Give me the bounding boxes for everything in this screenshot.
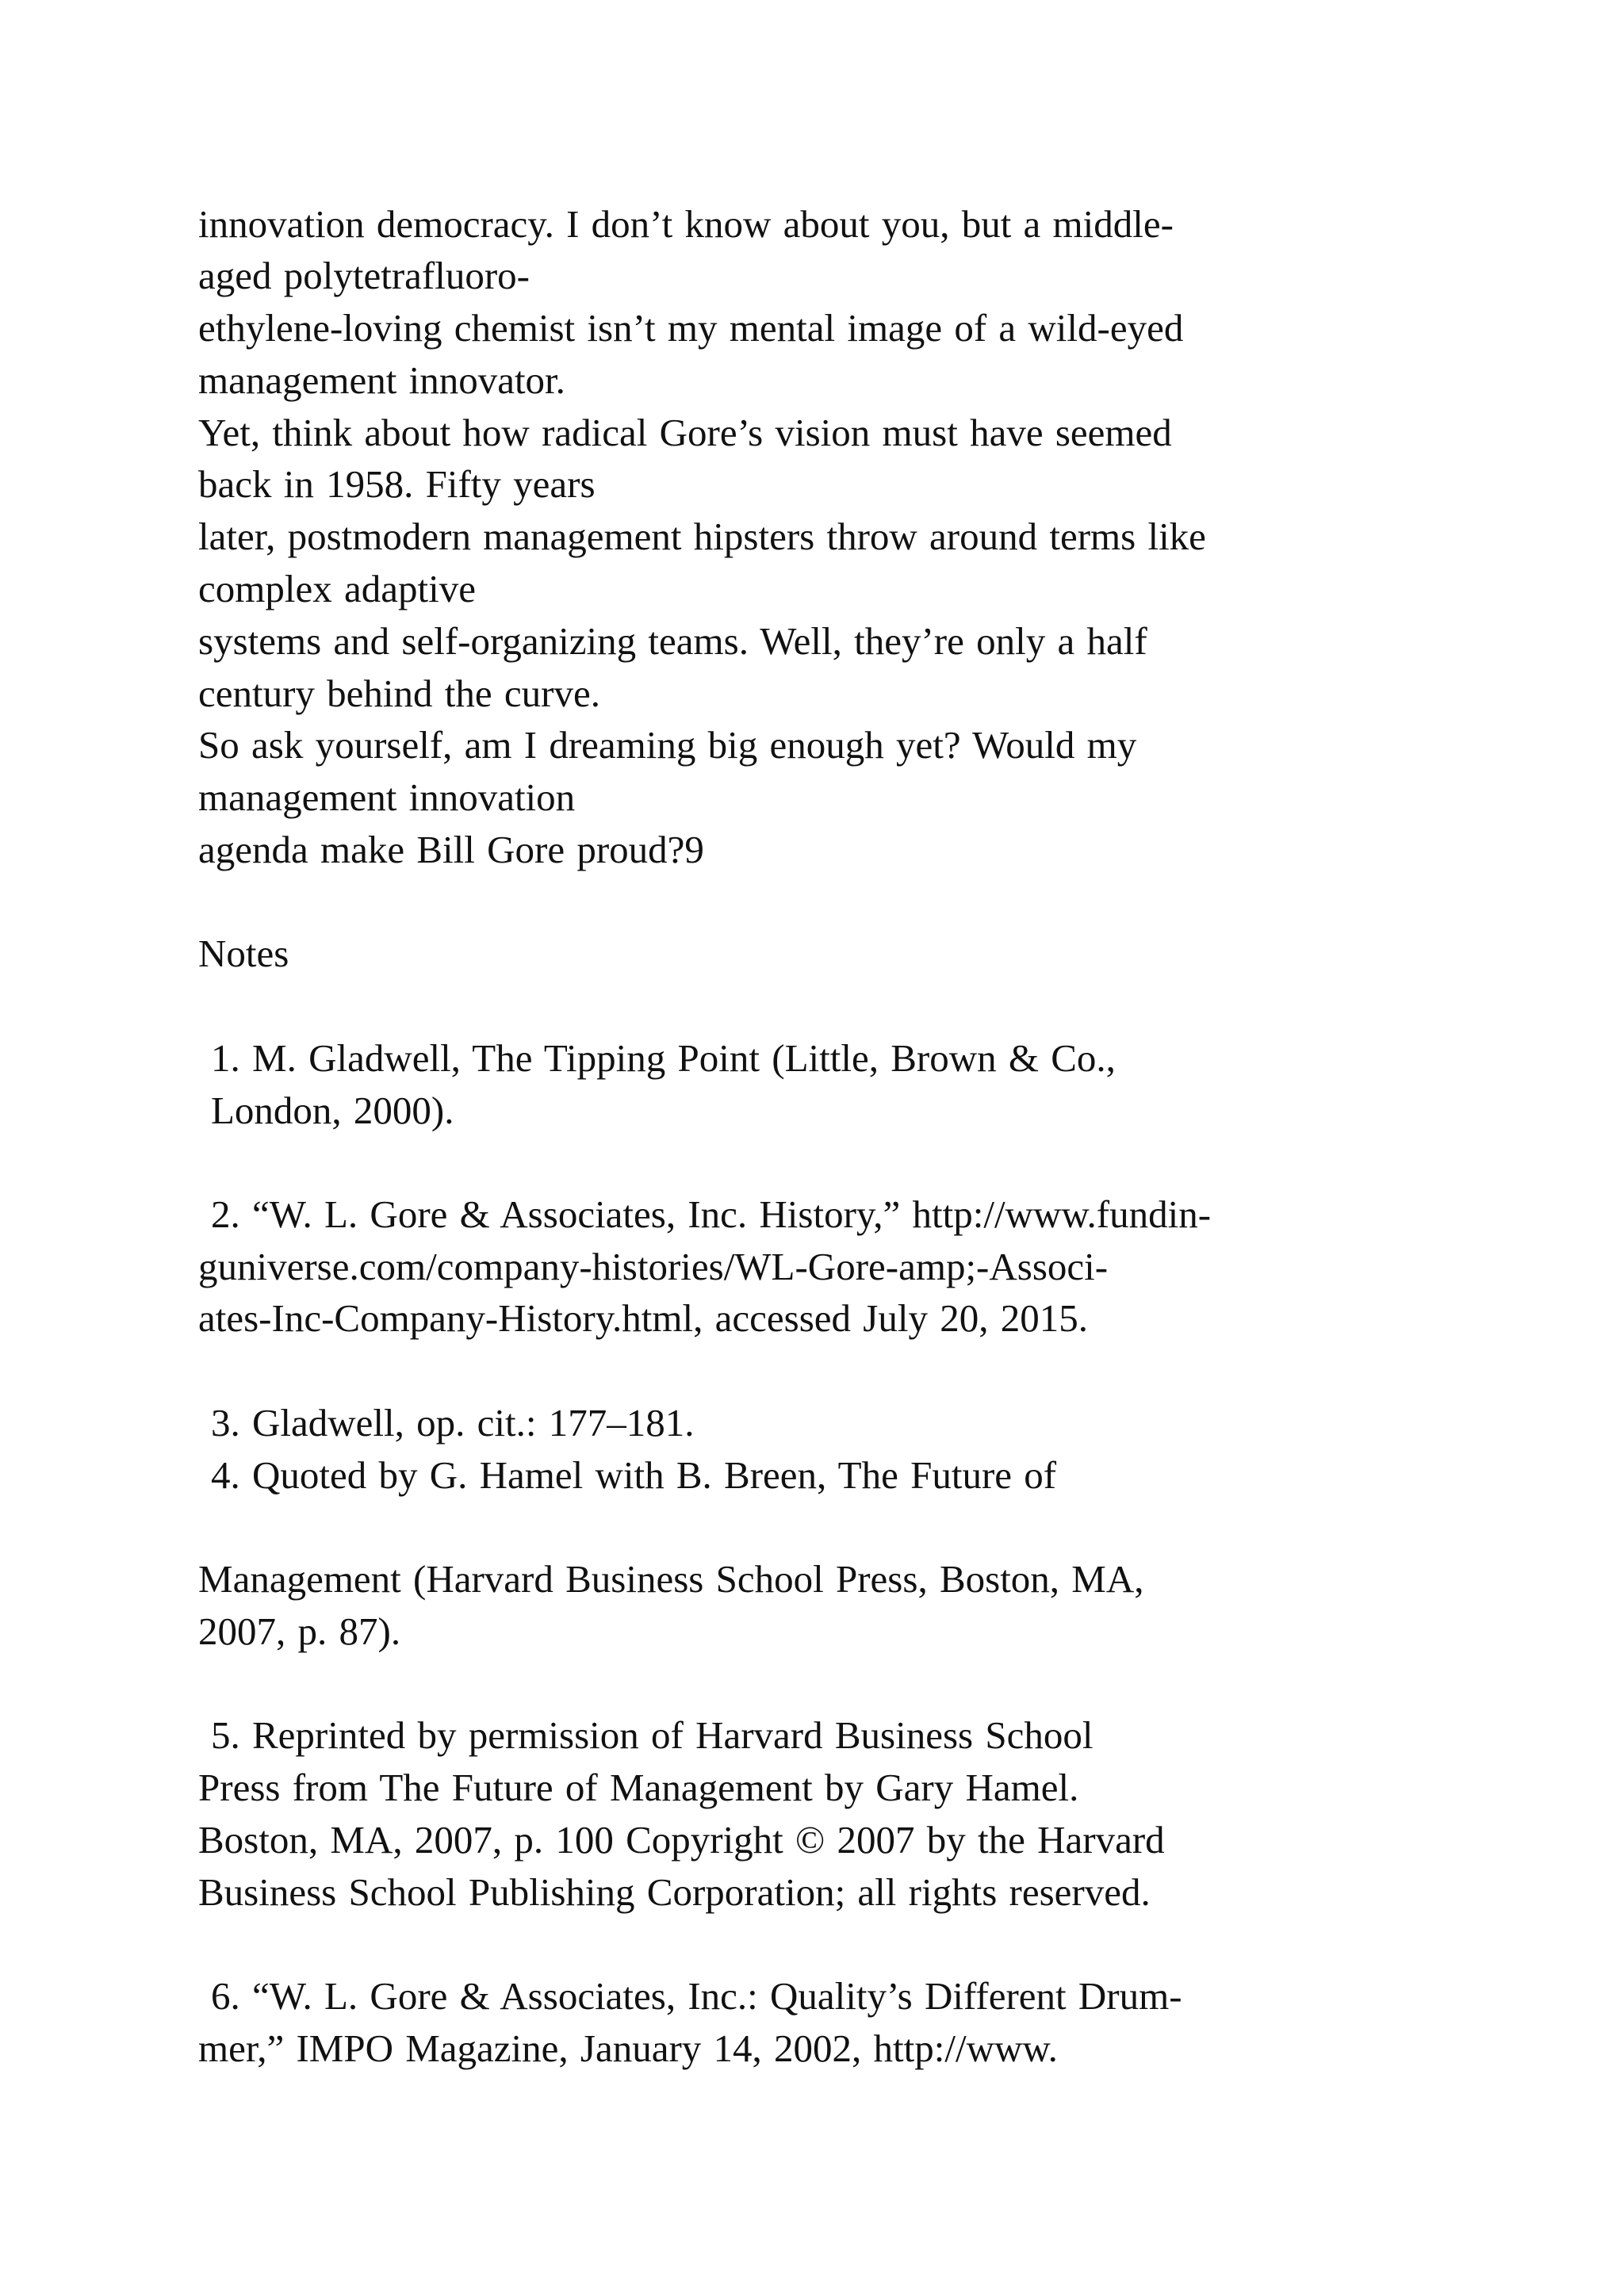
body-line: aged polytetrafluoro-: [198, 254, 530, 297]
note-1-line: 1. M. Gladwell, The Tipping Point (Little, Brown & Co.,: [211, 1036, 1116, 1080]
note-5-line: Business School Publishing Corporation; all rights reserved.: [198, 1870, 1151, 1914]
body-line: management innovator.: [198, 358, 565, 402]
body-line: So ask yourself, am I dreaming big enough yet? Would my: [198, 723, 1137, 767]
body-line: agenda make Bill Gore proud?9: [198, 828, 704, 871]
note-2-line: 2. “W. L. Gore & Associates, Inc. History,” http://www.fundin-: [211, 1192, 1212, 1236]
note-4-continuation-line: 2007, p. 87).: [198, 1609, 401, 1653]
body-line: innovation democracy. I don’t know about you, but a middle-: [198, 202, 1174, 246]
body-line: complex adaptive: [198, 567, 476, 610]
note-4-continuation-line: Management (Harvard Business School Press, Boston, MA,: [198, 1557, 1144, 1601]
note-3-line: 3. Gladwell, op. cit.: 177–181.: [211, 1401, 695, 1445]
body-line: back in 1958. Fifty years: [198, 462, 596, 506]
body-line: Yet, think about how radical Gore’s vision must have seemed: [198, 411, 1172, 454]
note-5-line: 5. Reprinted by permission of Harvard Business School: [211, 1713, 1094, 1757]
note-5-line: Press from The Future of Management by Gary Hamel.: [198, 1766, 1079, 1809]
note-6-line: 6. “W. L. Gore & Associates, Inc.: Quality’s Different Drum-: [211, 1974, 1182, 2018]
body-line: later, postmodern management hipsters throw around terms like: [198, 515, 1206, 558]
body-line: ethylene-loving chemist isn’t my mental image of a wild-eyed: [198, 306, 1184, 350]
body-line: management innovation: [198, 775, 576, 819]
body-line: systems and self-organizing teams. Well, they’re only a half: [198, 619, 1147, 663]
note-4-line: 4. Quoted by G. Hamel with B. Breen, The Future of: [211, 1453, 1057, 1497]
note-2-line: guniverse.com/company-histories/WL-Gore-amp;-Associ-: [198, 1245, 1109, 1288]
body-line: century behind the curve.: [198, 672, 600, 715]
note-2-line: ates-Inc-Company-History.html, accessed July 20, 2015.: [198, 1296, 1088, 1340]
note-1-line: London, 2000).: [211, 1089, 454, 1132]
notes-heading: Notes: [198, 932, 289, 975]
note-5-line: Boston, MA, 2007, p. 100 Copyright © 2007 by the Harvard: [198, 1818, 1165, 1862]
note-6-line: mer,” IMPO Magazine, January 14, 2002, http://www.: [198, 2026, 1058, 2070]
